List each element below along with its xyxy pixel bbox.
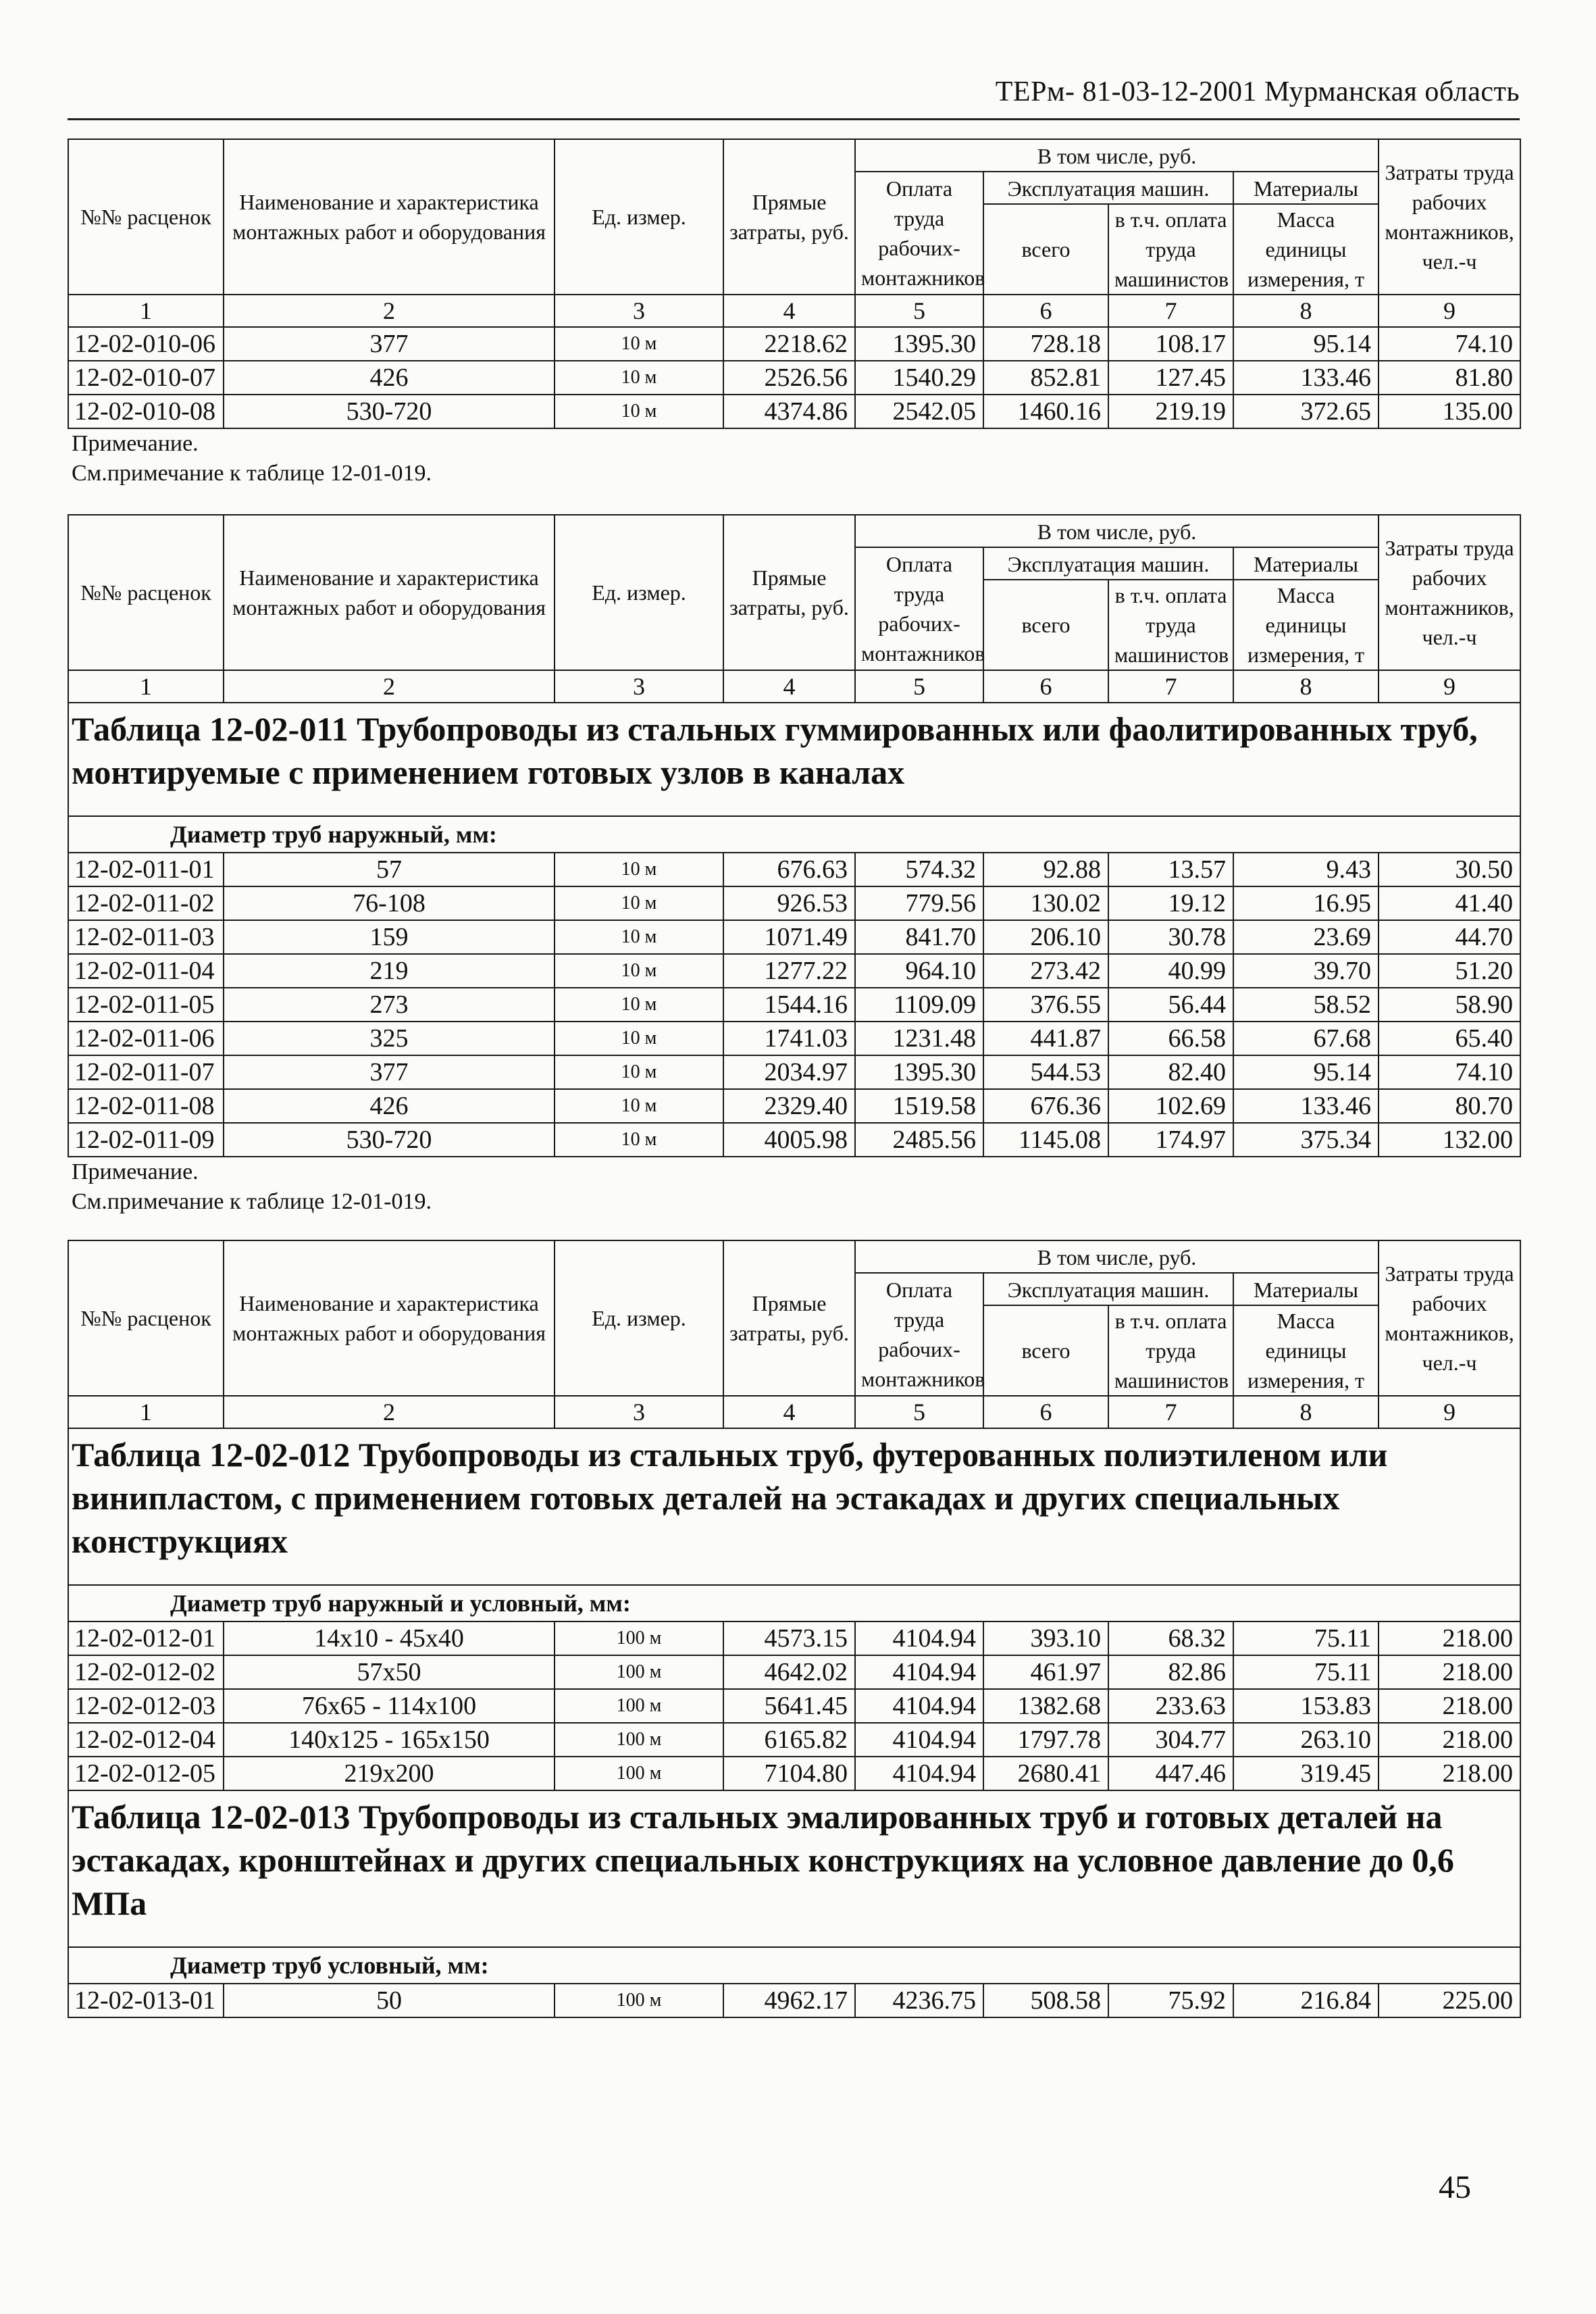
rate-code: 12-02-011-09	[68, 1123, 224, 1157]
item-name: 159	[224, 920, 555, 954]
unit: 10 м	[555, 361, 723, 395]
table-row	[68, 1757, 1520, 1790]
labor-pay: 1395.30	[855, 327, 983, 361]
machines-total: 728.18	[983, 327, 1108, 361]
labor-hours: 74.10	[1379, 327, 1520, 361]
machinist-pay: 56.44	[1108, 988, 1233, 1022]
material-mass: 263.10	[1233, 1723, 1379, 1757]
unit: 100 м	[555, 1757, 723, 1790]
material-mass: 95.14	[1233, 327, 1379, 361]
machines-total: 544.53	[983, 1055, 1108, 1089]
material-mass: 75.11	[1233, 1621, 1379, 1655]
unit: 100 м	[555, 1655, 723, 1689]
group-incl-header: В том числе, руб.	[855, 1240, 1379, 1273]
table-row	[68, 886, 1520, 920]
labor-hours: 218.00	[1379, 1723, 1520, 1757]
col-mach-incl-header: в т.ч. оплата труда машинистов	[1108, 204, 1233, 295]
labor-hours: 30.50	[1379, 853, 1520, 886]
rate-code: 12-02-011-02	[68, 886, 224, 920]
col-labor-cost-header: Затраты труда рабочих монтажников, чел.-ч	[1379, 1240, 1520, 1396]
labor-hours: 41.40	[1379, 886, 1520, 920]
labor-pay: 2485.56	[855, 1123, 983, 1157]
document-header: ТЕРм- 81-03-12-2001 Мурманская область	[995, 76, 1520, 107]
direct-cost: 2218.62	[723, 327, 855, 361]
unit: 10 м	[555, 920, 723, 954]
column-number: 1	[68, 670, 224, 703]
col-unit-header: Ед. измер.	[555, 515, 723, 670]
group-incl-header: В том числе, руб.	[855, 139, 1379, 172]
col-mach-total-header: всего	[983, 204, 1108, 295]
col-code-header: №№ расценок	[68, 1240, 224, 1396]
material-mass: 216.84	[1233, 1984, 1379, 2017]
machinist-pay: 19.12	[1108, 886, 1233, 920]
machinist-pay: 233.63	[1108, 1689, 1233, 1723]
section-subheader: Диаметр труб условный, мм:	[68, 1947, 1520, 1984]
item-name: 530-720	[224, 1123, 555, 1157]
material-mass: 9.43	[1233, 853, 1379, 886]
rate-code: 12-02-011-03	[68, 920, 224, 954]
labor-hours: 65.40	[1379, 1022, 1520, 1055]
direct-cost: 4573.15	[723, 1621, 855, 1655]
col-name-header: Наименование и характеристика монтажных работ и оборудования	[224, 515, 555, 670]
column-number: 7	[1108, 1396, 1233, 1428]
page-number: 45	[1439, 2169, 1471, 2205]
column-number: 6	[983, 670, 1108, 703]
section-title-12-02-011: Таблица 12-02-011 Трубопроводы из стальных гуммированных или фаолитированных труб, монтируемые с применением готовых узлов в каналах	[68, 703, 1520, 816]
rate-code: 12-02-010-07	[68, 361, 224, 395]
column-number: 8	[1233, 295, 1379, 327]
column-number: 4	[723, 670, 855, 703]
page-body	[68, 139, 1520, 2018]
labor-hours: 218.00	[1379, 1621, 1520, 1655]
note-text: См.примечание к таблице 12-01-019.	[72, 1189, 432, 1214]
col-mass-header: Масса единицы измерения, т	[1233, 1305, 1379, 1396]
unit: 100 м	[555, 1621, 723, 1655]
group-materials-header: Материалы	[1233, 547, 1379, 580]
col-mass-header: Масса единицы измерения, т	[1233, 580, 1379, 670]
labor-hours: 218.00	[1379, 1655, 1520, 1689]
direct-cost: 1544.16	[723, 988, 855, 1022]
machinist-pay: 66.58	[1108, 1022, 1233, 1055]
column-number: 5	[855, 670, 983, 703]
column-number: 5	[855, 295, 983, 327]
item-name: 14x10 - 45x40	[224, 1621, 555, 1655]
table-row	[68, 988, 1520, 1022]
labor-pay: 2542.05	[855, 395, 983, 428]
rate-code: 12-02-011-04	[68, 954, 224, 988]
note-title: Примечание.	[72, 1159, 199, 1184]
note-text: См.примечание к таблице 12-01-019.	[72, 461, 432, 486]
unit: 10 м	[555, 853, 723, 886]
column-number: 3	[555, 1396, 723, 1428]
direct-cost: 4642.02	[723, 1655, 855, 1689]
table-row	[68, 1089, 1520, 1123]
item-name: 76x65 - 114x100	[224, 1689, 555, 1723]
table-row	[68, 1123, 1520, 1157]
item-name: 325	[224, 1022, 555, 1055]
unit: 100 м	[555, 1689, 723, 1723]
header-rule	[68, 118, 1520, 120]
column-number: 1	[68, 1396, 224, 1428]
rate-code: 12-02-011-07	[68, 1055, 224, 1089]
direct-cost: 2329.40	[723, 1089, 855, 1123]
labor-hours: 218.00	[1379, 1757, 1520, 1790]
item-name: 219x200	[224, 1757, 555, 1790]
labor-pay: 1395.30	[855, 1055, 983, 1089]
col-mass-header: Масса единицы измерения, т	[1233, 204, 1379, 295]
labor-hours: 58.90	[1379, 988, 1520, 1022]
table-header	[68, 139, 1520, 327]
column-number: 7	[1108, 670, 1233, 703]
direct-cost: 1277.22	[723, 954, 855, 988]
table-row	[68, 954, 1520, 988]
col-labor-header: Оплата труда рабочих-монтажников	[855, 547, 983, 670]
direct-cost: 4374.86	[723, 395, 855, 428]
item-name: 426	[224, 361, 555, 395]
column-number: 4	[723, 295, 855, 327]
machinist-pay: 68.32	[1108, 1621, 1233, 1655]
unit: 10 м	[555, 1123, 723, 1157]
table1-body	[68, 327, 1520, 428]
machines-total: 206.10	[983, 920, 1108, 954]
table-row	[68, 1621, 1520, 1655]
direct-cost: 1071.49	[723, 920, 855, 954]
rate-code: 12-02-012-05	[68, 1757, 224, 1790]
col-labor-cost-header: Затраты труда рабочих монтажников, чел.-ч	[1379, 139, 1520, 295]
unit: 100 м	[555, 1723, 723, 1757]
labor-hours: 132.00	[1379, 1123, 1520, 1157]
direct-cost: 2526.56	[723, 361, 855, 395]
machines-total: 2680.41	[983, 1757, 1108, 1790]
table3-body	[68, 1621, 1520, 1790]
machinist-pay: 127.45	[1108, 361, 1233, 395]
rates-table-1	[68, 139, 1521, 429]
machinist-pay: 40.99	[1108, 954, 1233, 988]
col-name-header: Наименование и характеристика монтажных работ и оборудования	[224, 139, 555, 295]
rate-code: 12-02-011-05	[68, 988, 224, 1022]
col-direct-header: Прямые затраты, руб.	[723, 515, 855, 670]
material-mass: 67.68	[1233, 1022, 1379, 1055]
labor-hours: 225.00	[1379, 1984, 1520, 2017]
labor-pay: 841.70	[855, 920, 983, 954]
direct-cost: 926.53	[723, 886, 855, 920]
table-row	[68, 1055, 1520, 1089]
group-incl-header: В том числе, руб.	[855, 515, 1379, 547]
column-number: 2	[224, 1396, 555, 1428]
col-labor-header: Оплата труда рабочих-монтажников	[855, 172, 983, 295]
col-direct-header: Прямые затраты, руб.	[723, 1240, 855, 1396]
item-name: 50	[224, 1984, 555, 2017]
unit: 10 м	[555, 886, 723, 920]
item-name: 377	[224, 1055, 555, 1089]
labor-pay: 574.32	[855, 853, 983, 886]
item-name: 57	[224, 853, 555, 886]
machinist-pay: 108.17	[1108, 327, 1233, 361]
col-code-header: №№ расценок	[68, 515, 224, 670]
col-direct-header: Прямые затраты, руб.	[723, 139, 855, 295]
rate-code: 12-02-012-04	[68, 1723, 224, 1757]
column-number: 2	[224, 670, 555, 703]
material-mass: 319.45	[1233, 1757, 1379, 1790]
rate-code: 12-02-011-06	[68, 1022, 224, 1055]
group-machines-header: Эксплуатация машин.	[983, 1273, 1233, 1305]
rate-code: 12-02-010-08	[68, 395, 224, 428]
group-machines-header: Эксплуатация машин.	[983, 172, 1233, 204]
direct-cost: 1741.03	[723, 1022, 855, 1055]
machinist-pay: 13.57	[1108, 853, 1233, 886]
col-mach-incl-header: в т.ч. оплата труда машинистов	[1108, 1305, 1233, 1396]
material-mass: 58.52	[1233, 988, 1379, 1022]
machines-total: 1145.08	[983, 1123, 1108, 1157]
table-row	[68, 853, 1520, 886]
labor-hours: 74.10	[1379, 1055, 1520, 1089]
material-mass: 133.46	[1233, 1089, 1379, 1123]
rate-code: 12-02-012-03	[68, 1689, 224, 1723]
material-mass: 375.34	[1233, 1123, 1379, 1157]
item-name: 377	[224, 327, 555, 361]
direct-cost: 4962.17	[723, 1984, 855, 2017]
item-name: 273	[224, 988, 555, 1022]
column-number: 4	[723, 1396, 855, 1428]
direct-cost: 5641.45	[723, 1689, 855, 1723]
direct-cost: 676.63	[723, 853, 855, 886]
column-number: 8	[1233, 1396, 1379, 1428]
unit: 10 м	[555, 1089, 723, 1123]
note-title: Примечание.	[72, 431, 199, 456]
rate-code: 12-02-010-06	[68, 327, 224, 361]
rate-code: 12-02-012-02	[68, 1655, 224, 1689]
rate-code: 12-02-011-08	[68, 1089, 224, 1123]
machinist-pay: 102.69	[1108, 1089, 1233, 1123]
section-title-12-02-012: Таблица 12-02-012 Трубопроводы из стальных труб, футерованных полиэтиленом или винипластом, с применением готовых деталей на эстакадах и других специальных конструкциях	[68, 1428, 1520, 1585]
material-mass: 16.95	[1233, 886, 1379, 920]
material-mass: 372.65	[1233, 395, 1379, 428]
unit: 10 м	[555, 395, 723, 428]
column-number: 2	[224, 295, 555, 327]
column-numbers-row	[68, 670, 1520, 703]
direct-cost: 6165.82	[723, 1723, 855, 1757]
labor-pay: 1109.09	[855, 988, 983, 1022]
labor-hours: 81.80	[1379, 361, 1520, 395]
col-mach-total-header: всего	[983, 580, 1108, 670]
section-title-12-02-013: Таблица 12-02-013 Трубопроводы из стальных эмалированных труб и готовых деталей на эстакадах, кронштейнах и других специальных конструкциях на условное давление до 0,6 МПа	[68, 1790, 1520, 1947]
table-row	[68, 327, 1520, 361]
col-mach-incl-header: в т.ч. оплата труда машинистов	[1108, 580, 1233, 670]
table-row	[68, 1022, 1520, 1055]
rates-table-2	[68, 514, 1521, 1157]
column-number: 3	[555, 670, 723, 703]
group-materials-header: Материалы	[1233, 1273, 1379, 1305]
table-row	[68, 361, 1520, 395]
labor-pay: 779.56	[855, 886, 983, 920]
labor-hours: 218.00	[1379, 1689, 1520, 1723]
col-unit-header: Ед. измер.	[555, 139, 723, 295]
table-header	[68, 515, 1520, 703]
machines-total: 130.02	[983, 886, 1108, 920]
table-row	[68, 395, 1520, 428]
unit: 100 м	[555, 1984, 723, 2017]
machines-total: 441.87	[983, 1022, 1108, 1055]
machinist-pay: 75.92	[1108, 1984, 1233, 2017]
machines-total: 376.55	[983, 988, 1108, 1022]
direct-cost: 7104.80	[723, 1757, 855, 1790]
machinist-pay: 30.78	[1108, 920, 1233, 954]
item-name: 57x50	[224, 1655, 555, 1689]
col-mach-total-header: всего	[983, 1305, 1108, 1396]
labor-pay: 1519.58	[855, 1089, 983, 1123]
material-mass: 75.11	[1233, 1655, 1379, 1689]
unit: 10 м	[555, 1055, 723, 1089]
labor-pay: 4104.94	[855, 1723, 983, 1757]
machines-total: 92.88	[983, 853, 1108, 886]
group-materials-header: Материалы	[1233, 172, 1379, 204]
labor-pay: 4236.75	[855, 1984, 983, 2017]
machinist-pay: 82.40	[1108, 1055, 1233, 1089]
labor-hours: 51.20	[1379, 954, 1520, 988]
item-name: 219	[224, 954, 555, 988]
rates-table-3	[68, 1240, 1521, 2018]
unit: 10 м	[555, 988, 723, 1022]
labor-pay: 1540.29	[855, 361, 983, 395]
material-mass: 23.69	[1233, 920, 1379, 954]
material-mass: 39.70	[1233, 954, 1379, 988]
column-number: 9	[1379, 1396, 1520, 1428]
col-labor-header: Оплата труда рабочих-монтажников	[855, 1273, 983, 1396]
item-name: 530-720	[224, 395, 555, 428]
labor-pay: 4104.94	[855, 1621, 983, 1655]
table-row	[68, 920, 1520, 954]
direct-cost: 4005.98	[723, 1123, 855, 1157]
column-number: 6	[983, 295, 1108, 327]
machinist-pay: 304.77	[1108, 1723, 1233, 1757]
labor-pay: 4104.94	[855, 1655, 983, 1689]
machinist-pay: 174.97	[1108, 1123, 1233, 1157]
item-name: 76-108	[224, 886, 555, 920]
machines-total: 1460.16	[983, 395, 1108, 428]
labor-hours: 44.70	[1379, 920, 1520, 954]
table3b-body	[68, 1984, 1520, 2017]
column-numbers-row	[68, 295, 1520, 327]
machines-total: 852.81	[983, 361, 1108, 395]
table-row	[68, 1984, 1520, 2017]
labor-pay: 964.10	[855, 954, 983, 988]
section-subheader: Диаметр труб наружный и условный, мм:	[68, 1585, 1520, 1621]
col-unit-header: Ед. измер.	[555, 1240, 723, 1396]
item-name: 426	[224, 1089, 555, 1123]
machines-total: 1797.78	[983, 1723, 1108, 1757]
unit: 10 м	[555, 954, 723, 988]
labor-pay: 1231.48	[855, 1022, 983, 1055]
labor-pay: 4104.94	[855, 1689, 983, 1723]
table-row	[68, 1723, 1520, 1757]
machines-total: 508.58	[983, 1984, 1108, 2017]
material-mass: 133.46	[1233, 361, 1379, 395]
material-mass: 153.83	[1233, 1689, 1379, 1723]
table-row	[68, 1689, 1520, 1723]
labor-hours: 135.00	[1379, 395, 1520, 428]
machines-total: 1382.68	[983, 1689, 1108, 1723]
column-number: 9	[1379, 670, 1520, 703]
machinist-pay: 82.86	[1108, 1655, 1233, 1689]
column-numbers-row	[68, 1396, 1520, 1428]
labor-hours: 80.70	[1379, 1089, 1520, 1123]
rate-code: 12-02-013-01	[68, 1984, 224, 2017]
machines-total: 393.10	[983, 1621, 1108, 1655]
machines-total: 676.36	[983, 1089, 1108, 1123]
machinist-pay: 447.46	[1108, 1757, 1233, 1790]
column-number: 7	[1108, 295, 1233, 327]
machinist-pay: 219.19	[1108, 395, 1233, 428]
col-code-header: №№ расценок	[68, 139, 224, 295]
machines-total: 273.42	[983, 954, 1108, 988]
col-labor-cost-header: Затраты труда рабочих монтажников, чел.-ч	[1379, 515, 1520, 670]
column-number: 9	[1379, 295, 1520, 327]
unit: 10 м	[555, 327, 723, 361]
col-name-header: Наименование и характеристика монтажных работ и оборудования	[224, 1240, 555, 1396]
rate-code: 12-02-012-01	[68, 1621, 224, 1655]
table-row	[68, 1655, 1520, 1689]
column-number: 5	[855, 1396, 983, 1428]
group-machines-header: Эксплуатация машин.	[983, 547, 1233, 580]
direct-cost: 2034.97	[723, 1055, 855, 1089]
rate-code: 12-02-011-01	[68, 853, 224, 886]
column-number: 1	[68, 295, 224, 327]
item-name: 140x125 - 165x150	[224, 1723, 555, 1757]
table-header	[68, 1240, 1520, 1428]
column-number: 6	[983, 1396, 1108, 1428]
column-number: 8	[1233, 670, 1379, 703]
table2-body	[68, 853, 1520, 1157]
material-mass: 95.14	[1233, 1055, 1379, 1089]
column-number: 3	[555, 295, 723, 327]
machines-total: 461.97	[983, 1655, 1108, 1689]
labor-pay: 4104.94	[855, 1757, 983, 1790]
section-subheader: Диаметр труб наружный, мм:	[68, 816, 1520, 853]
unit: 10 м	[555, 1022, 723, 1055]
